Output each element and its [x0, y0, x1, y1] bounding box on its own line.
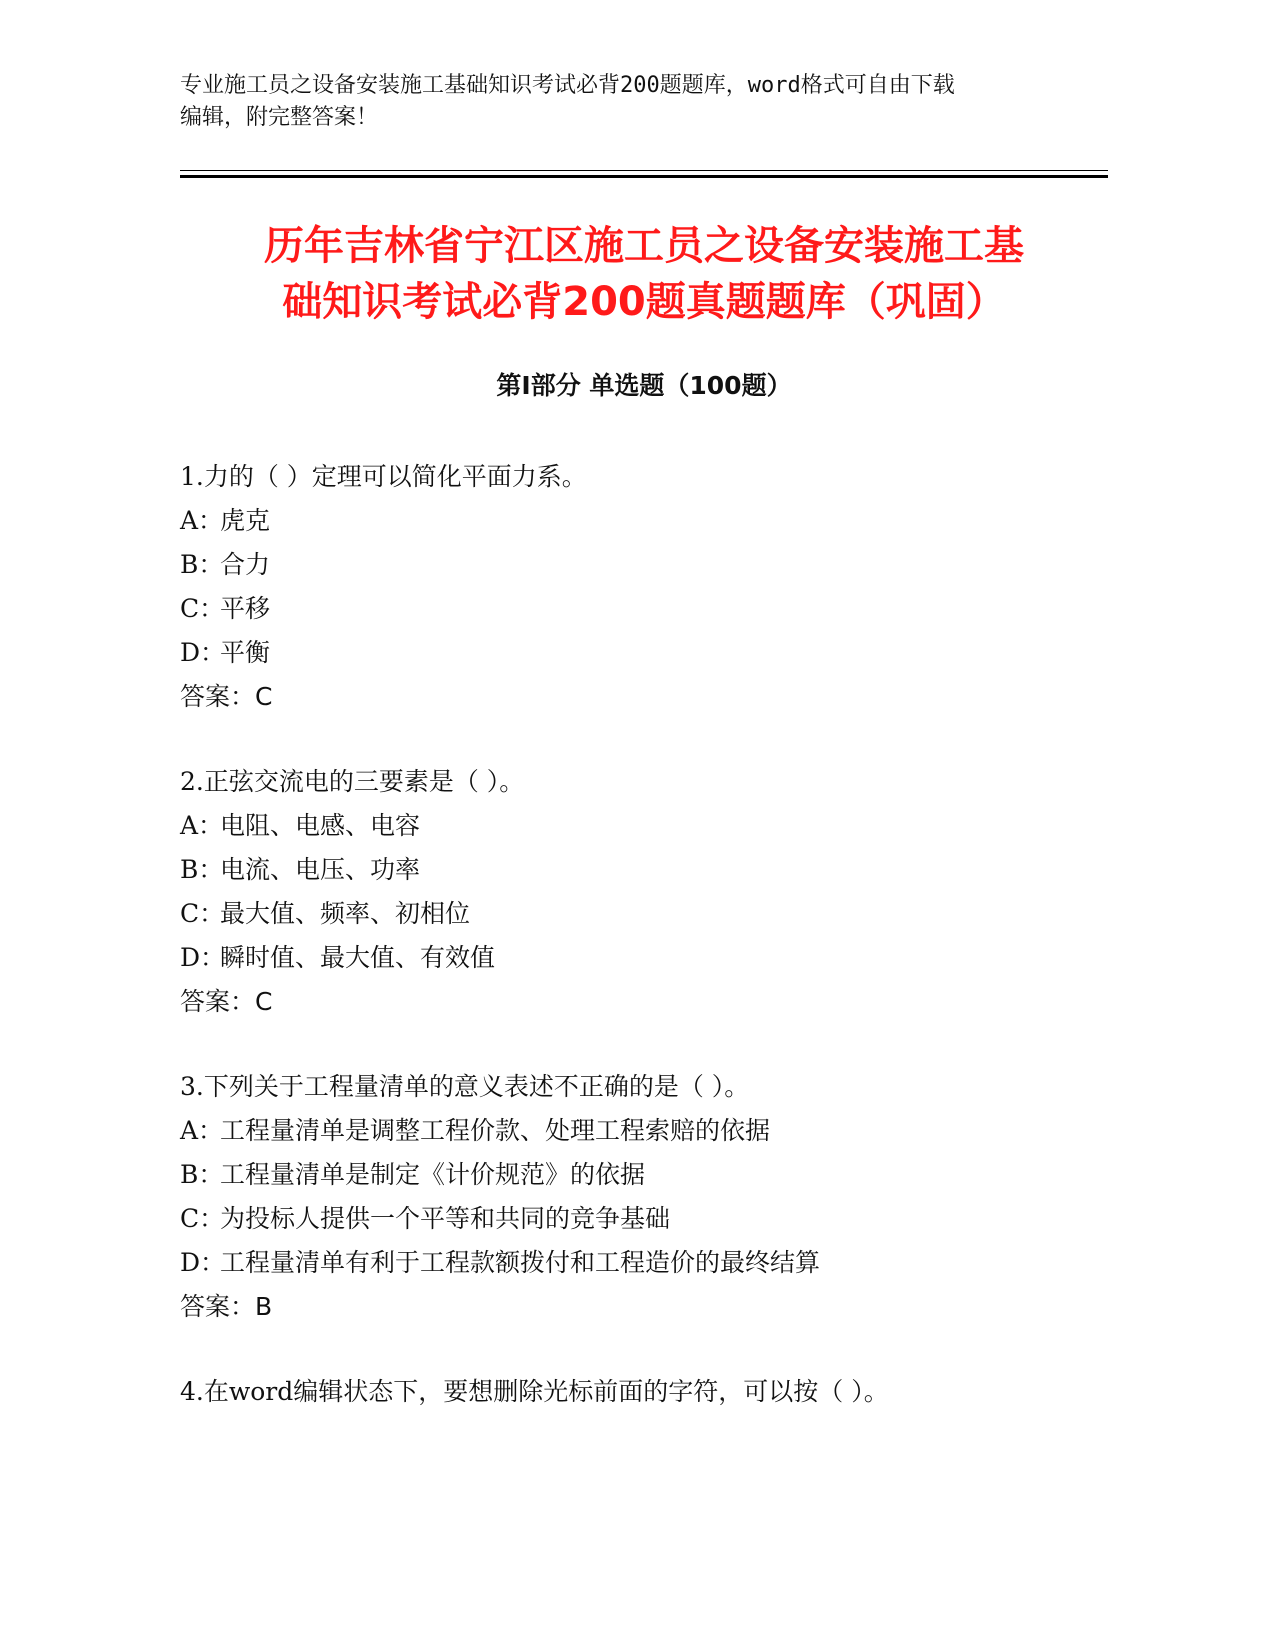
answer-prefix: 答案： [180, 682, 256, 711]
option-d [180, 631, 1108, 675]
answer-value: C [255, 682, 273, 711]
option-text: 为投标人提供一个平等和共同的竞争基础 [220, 1204, 671, 1233]
option-text: 工程量清单是制定《计价规范》的依据 [220, 1160, 646, 1189]
option-a [180, 804, 1108, 848]
question-list [180, 455, 1108, 1455]
option-d [180, 1241, 1108, 1285]
answer-line [180, 980, 1108, 1024]
question-3 [180, 1065, 1108, 1329]
option-key: B： [180, 855, 224, 884]
option-key: C： [180, 899, 225, 928]
option-text: 工程量清单是调整工程价款、处理工程索赔的依据 [220, 1116, 771, 1145]
option-key: A： [180, 1116, 224, 1145]
option-key: D： [180, 1248, 226, 1277]
header-divider-thin [180, 170, 1108, 171]
option-b [180, 848, 1108, 892]
option-b [180, 543, 1108, 587]
question-text: 2.正弦交流电的三要素是（ ）。 [180, 767, 525, 796]
option-text: 电流、电压、功率 [220, 855, 421, 884]
answer-line [180, 675, 1108, 719]
header-divider-thick [180, 175, 1108, 178]
option-key: B： [180, 550, 224, 579]
option-a [180, 1109, 1108, 1153]
document-title-line-2: 础知识考试必背200题真题题库（巩固） [282, 279, 1006, 325]
option-text: 平衡 [220, 638, 271, 667]
section-title: 第Ⅰ部分 单选题（100题） [496, 371, 792, 400]
question-text: 1.力的（ ）定理可以简化平面力系。 [180, 462, 587, 491]
option-key: A： [180, 811, 224, 840]
option-key: B： [180, 1160, 224, 1189]
header-note-line-1: 专业施工员之设备安装施工基础知识考试必背200题题库，word格式可自由下载 [180, 73, 955, 98]
question-text: 3.下列关于工程量清单的意义表述不正确的是（ ）。 [180, 1072, 750, 1101]
option-c [180, 1197, 1108, 1241]
option-text: 平移 [220, 594, 271, 623]
option-key: C： [180, 594, 225, 623]
header-note-line-2: 编辑，附完整答案！ [180, 105, 379, 130]
document-title-line-1: 历年吉林省宁江区施工员之设备安装施工基 [264, 223, 1024, 269]
option-key: D： [180, 638, 226, 667]
option-key: A： [180, 506, 224, 535]
question-1 [180, 455, 1108, 719]
option-text: 瞬时值、最大值、有效值 [220, 943, 496, 972]
option-d [180, 936, 1108, 980]
option-c [180, 587, 1108, 631]
header-note [180, 70, 1080, 134]
question-2 [180, 760, 1108, 1024]
document-title [180, 218, 1108, 330]
option-text: 合力 [220, 550, 271, 579]
option-key: D： [180, 943, 226, 972]
option-text: 电阻、电感、电容 [220, 811, 421, 840]
answer-line [180, 1285, 1108, 1329]
option-key: C： [180, 1204, 225, 1233]
answer-prefix: 答案： [180, 1292, 256, 1321]
option-a [180, 499, 1108, 543]
question-text: 4.在word编辑状态下，要想删除光标前面的字符，可以按（ ）。 [180, 1377, 889, 1406]
question-4 [180, 1370, 1108, 1414]
answer-value: B [255, 1292, 273, 1321]
option-c [180, 892, 1108, 936]
answer-value: C [255, 987, 273, 1016]
option-text: 虎克 [220, 506, 271, 535]
option-text: 工程量清单有利于工程款额拨付和工程造价的最终结算 [220, 1248, 821, 1277]
option-text: 最大值、频率、初相位 [220, 899, 471, 928]
answer-prefix: 答案： [180, 987, 256, 1016]
option-b [180, 1153, 1108, 1197]
